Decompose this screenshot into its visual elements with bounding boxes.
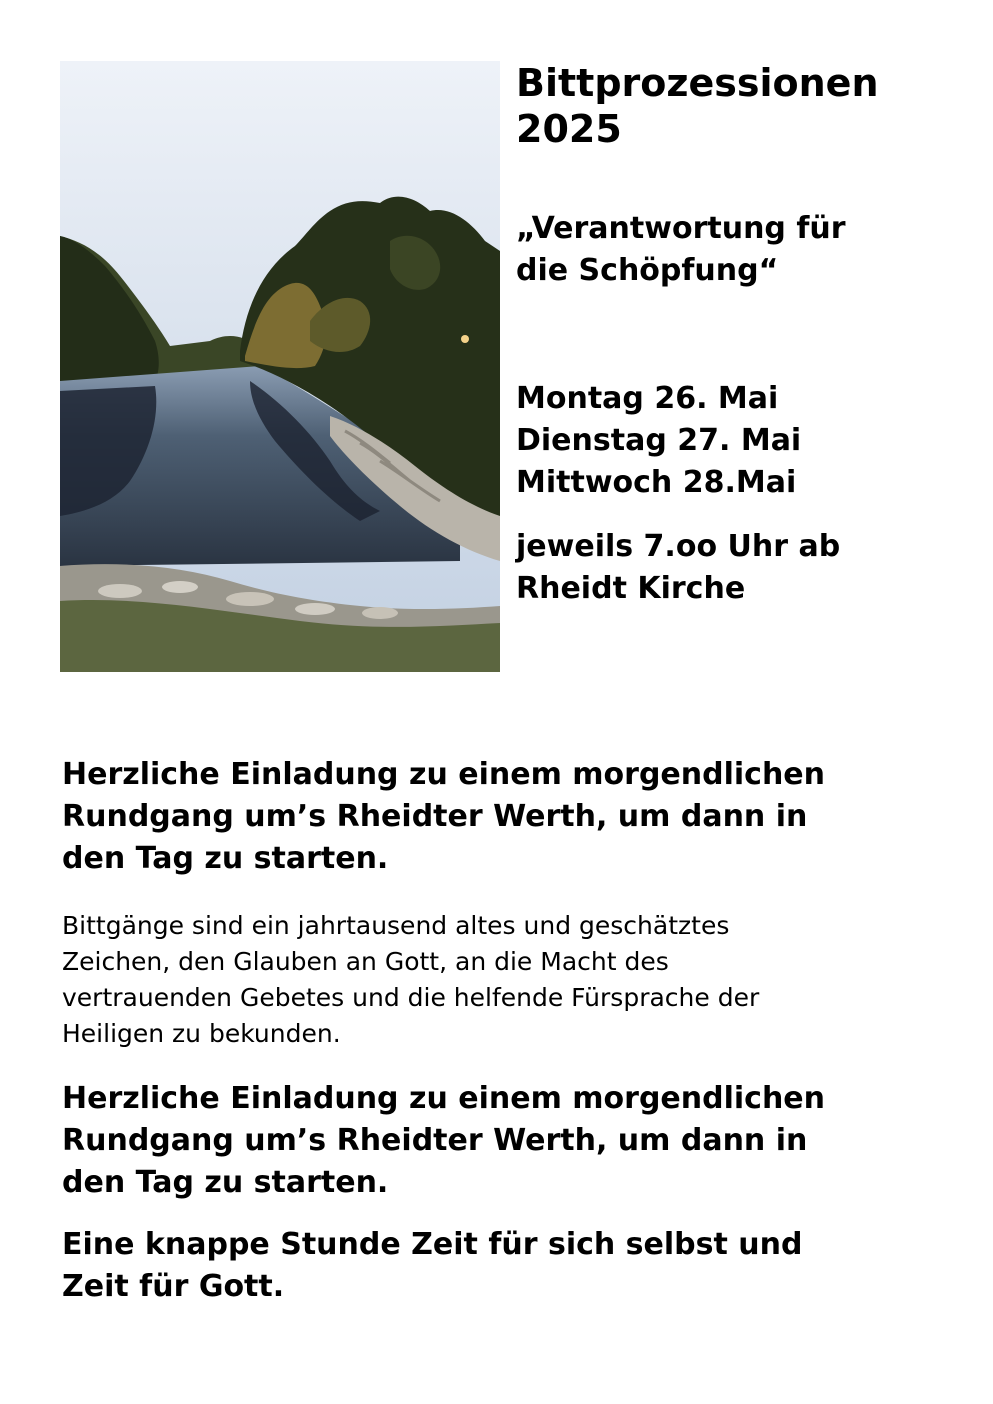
date-item: Mittwoch 28.Mai [516,465,797,500]
text-line: den Tag zu starten. [62,841,389,876]
page-title [516,60,976,152]
river-landscape-photo [60,61,500,672]
text-line: Zeit für Gott. [62,1269,285,1304]
invitation-paragraph-repeat [62,1078,942,1204]
place-line: Rheidt Kirche [516,571,746,606]
closing-paragraph [62,1224,942,1308]
time-and-place [516,526,976,610]
date-item: Dienstag 27. Mai [516,423,802,458]
motto-line: die Schöpfung“ [516,253,779,288]
dates-list [516,378,976,504]
time-line: jeweils 7.oo Uhr ab [516,529,841,564]
text-line: Rundgang um’s Rheidter Werth, um dann in [62,799,808,834]
text-line: vertrauenden Gebetes und die helfende Fürsprache der [62,983,760,1012]
main-content [62,754,942,1308]
title-year: 2025 [516,107,622,151]
motto [516,208,976,292]
text-line: Bittgänge sind ein jahrtausend altes und geschätztes [62,911,730,940]
motto-line: „Verantwortung für [516,211,846,246]
text-line: Rundgang um’s Rheidter Werth, um dann in [62,1123,808,1158]
title-line: Bittprozessionen [516,61,879,105]
text-line: Herzliche Einladung zu einem morgendlichen [62,1081,826,1116]
header-column [516,60,976,610]
text-line: Heiligen zu bekunden. [62,1019,341,1048]
text-line: den Tag zu starten. [62,1165,389,1200]
text-line: Eine knappe Stunde Zeit für sich selbst und [62,1227,803,1262]
invitation-paragraph [62,754,942,880]
river-photo-illustration [60,61,500,672]
text-line: Herzliche Einladung zu einem morgendlichen [62,757,826,792]
date-item: Montag 26. Mai [516,381,779,416]
description-paragraph [62,908,942,1052]
text-line: Zeichen, den Glauben an Gott, an die Macht des [62,947,669,976]
